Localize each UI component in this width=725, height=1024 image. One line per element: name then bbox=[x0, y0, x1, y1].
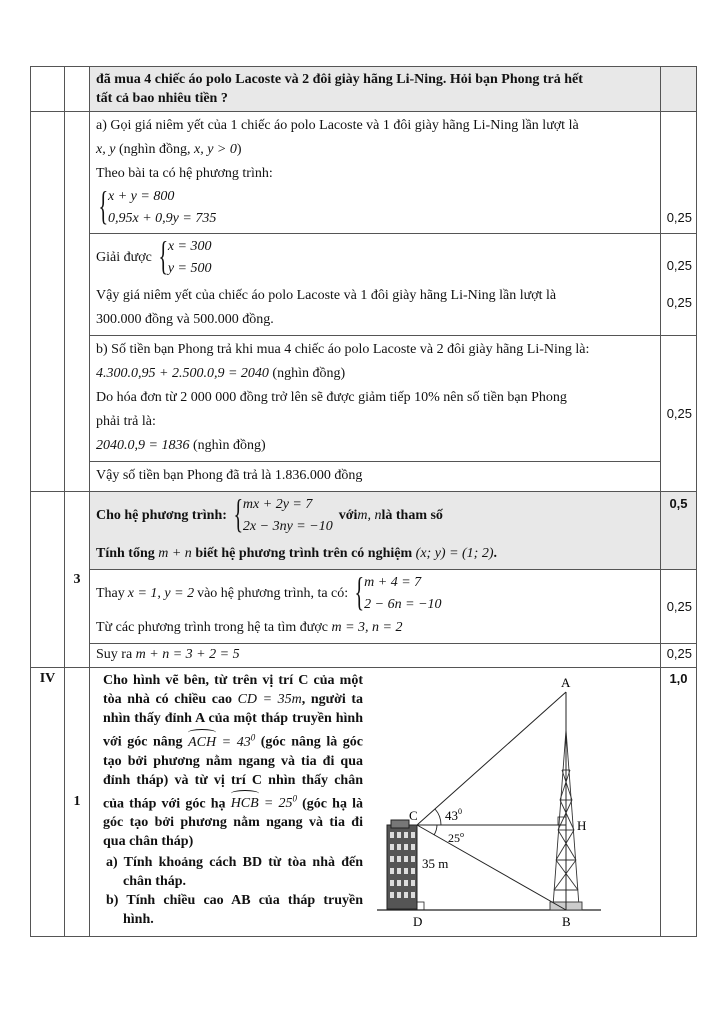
score: 0,25 bbox=[666, 406, 692, 421]
section-number: IV bbox=[39, 671, 56, 686]
angle-arc-down bbox=[434, 825, 437, 835]
part-a-solve-row: Giải được { x = 300 y = 500 Vậy giá niêm yết của chiếc áo polo Lacoste và 1 đôi giày hãng Li-Ning lần lượt là 300.000 đồng và 500.000 đồng. 0,25 0,25 bbox=[31, 234, 697, 336]
score: 0,25 bbox=[666, 295, 692, 310]
height-label: 35 m bbox=[422, 856, 449, 871]
tower-diagram bbox=[369, 670, 609, 932]
label-d: D bbox=[413, 914, 423, 929]
q3-prompt: Cho hệ phương trình: { mx + 2y = 7 2x − 3ny = −10 với m, n là tham số Tính tổng m + n biết hệ phương trình trên có nghiệm (x; y) = (1; 2). bbox=[96, 491, 498, 561]
tower-figure bbox=[369, 668, 660, 936]
part-a-setup: a) Gọi giá niêm yết của 1 chiếc áo polo Lacoste và 1 đôi giày hãng Li-Ning lần lượt là x, y (nghìn đồng, x, y > 0) Theo bài ta có hệ phương trình: { x + y = 800 0,95x + 0,9y = 735 bbox=[96, 118, 579, 228]
q3-result-row: Suy ra m + n = 3 + 2 = 5 0,25 bbox=[31, 644, 697, 668]
q3-sub-row: Thay x = 1, y = 2 vào hệ phương trình, ta có: { m + 4 = 7 2 − 6n = −10 Từ các phương trình trong hệ ta tìm được m = 3, n = 2 0,25 bbox=[31, 570, 697, 644]
angle-arc-up bbox=[435, 809, 441, 825]
line-ca bbox=[417, 692, 566, 825]
label-b: B bbox=[562, 914, 571, 929]
building-icon bbox=[387, 820, 417, 909]
points: 0,5 bbox=[669, 496, 688, 511]
label-h: H bbox=[577, 818, 587, 833]
question-number: 1 bbox=[73, 794, 81, 809]
points: 1,0 bbox=[669, 671, 688, 686]
part-b-final-row: Vậy số tiền bạn Phong đã trả là 1.836.000 đồng bbox=[31, 462, 697, 492]
score: 0,25 bbox=[666, 210, 692, 225]
angle-down-label: 25$^o$ bbox=[448, 830, 464, 845]
score: 0,25 bbox=[666, 258, 692, 273]
intro-row bbox=[31, 67, 697, 112]
answer-table bbox=[30, 66, 697, 937]
question-intro: đã mua 4 chiếc áo polo Lacoste và 2 đôi giày hãng Li-Ning. Hỏi bạn Phong trả hết tất cả bao nhiêu tiền ? bbox=[96, 72, 583, 106]
label-a: A bbox=[561, 675, 571, 690]
score: 0,25 bbox=[666, 646, 692, 661]
angle-up-label: $43^0$ bbox=[445, 807, 462, 823]
q3-question-row bbox=[31, 492, 697, 570]
part-a-setup-row bbox=[31, 112, 697, 234]
q4-row bbox=[31, 668, 697, 937]
part-b-row: b) Số tiền bạn Phong trả khi mua 4 chiếc áo polo Lacoste và 2 đôi giày hãng Li-Ning là: 4.300.0,95 + 2.500.0,9 = 2040 (nghìn đồng) Do hóa đơn từ 2 000 000 đồng trở lên sẽ được giảm tiếp 10% nên số tiền bạn Phong phải trả là: 2040.0,9 = 1836 (nghìn đồng) 0,25 bbox=[31, 336, 697, 462]
score: 0,25 bbox=[666, 599, 692, 614]
label-c: C bbox=[409, 808, 418, 823]
solution-system: { x = 300 y = 500 bbox=[158, 233, 212, 278]
system-equations: { x + y = 800 0,95x + 0,9y = 735 bbox=[98, 183, 217, 228]
question-number: 3 bbox=[73, 571, 81, 587]
q4-problem-text: Cho hình vẽ bên, từ trên vị trí C của một tòa nhà có chiều cao CD = 35m, người ta nhìn thấy đỉnh A của một tháp truyền hình với góc nâng ACH = $43^0$ (góc nâng là góc tạo bởi phương nằm ngang và tia đi qua đỉnh tháp) và từ vị trí C nhìn thấy chân của tháp với góc hạ HCB = $25^0$ (góc hạ là góc tạo bởi phương nằm ngang và tia đi qua chân tháp) a) Tính khoảng cách BD từ tòa nhà đến chân tháp. b) Tính chiều cao AB của tháp truyền hình. bbox=[103, 673, 363, 928]
